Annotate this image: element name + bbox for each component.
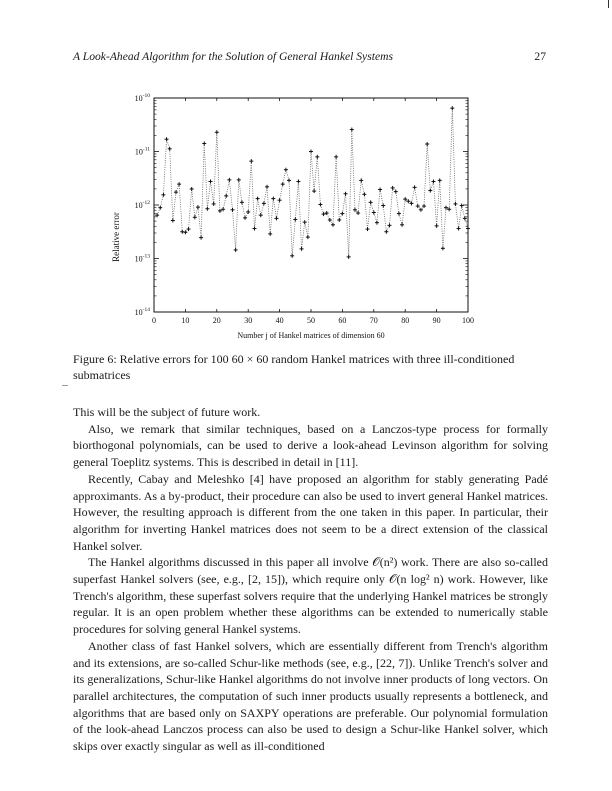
paragraph: Also, we remark that similar techniques, based on a Lanczos-type process for formally biorthogonal polynomials, can be used to derive a look-ahead Levinson algorithm for solving general Toeplitz systems. This is described in detail in [11].	[73, 421, 548, 470]
svg-text:10-14: $10^{-14}$	[134, 307, 150, 317]
margin-mark	[62, 385, 68, 386]
chart-tick-labels	[135, 93, 474, 325]
body-text	[73, 404, 548, 755]
paragraph: The Hankel algorithms discussed in this paper all involve 𝒪(n²) work. There are also so-called superfast Hankel solvers (see, e.g., [2, 15]), which require only 𝒪(n log² n) work. However, like Trench's algorithm, these superfast solvers require that the underlying Hankel matrices be strongly regular. It is an open problem whether these algorithms can be extended to numerically stable procedures for solving general Hankel systems.	[73, 555, 548, 637]
paragraph: Another class of fast Hankel solvers, which are essentially different from Trench's algorithm and its extensions, are so-called Schur-like methods (see, e.g., [22, 7]). Unlike Trench's solver and its generalizations, Schur-like Hankel algorithms do not involve inner products of long vectors. On parallel architectures, the computation of such inner products usually represents a bottleneck, and algorithms that are based only on SAXPY operations are preferable. Our polynomial formulation of the look-ahead Lanczos process can also be used to design a Schur-like Hankel solver, which skips over exactly singular as well as ill-conditioned	[73, 638, 548, 754]
relative-error-chart	[100, 85, 500, 355]
svg-text:0: 0	[152, 316, 156, 325]
svg-text:10-10: $10^{-10}$	[134, 93, 150, 103]
chart-ticks	[154, 98, 468, 312]
y-axis-label: Relative error	[111, 212, 121, 262]
page-number: 27	[534, 50, 546, 63]
svg-text:80: 80	[401, 316, 410, 325]
svg-text:100: 100	[462, 316, 474, 325]
svg-text:60: 60	[338, 316, 347, 325]
paragraph: This will be the subject of future work.	[73, 405, 261, 419]
svg-text:10-12: $10^{-12}$	[134, 200, 150, 210]
chart-axes	[154, 98, 468, 312]
x-axis-label: Number j of Hankel matrices of dimension 60	[237, 331, 385, 340]
svg-text:50: 50	[307, 316, 315, 325]
svg-text:20: 20	[212, 316, 221, 325]
page-corner-mark	[608, 0, 609, 8]
figure-caption: Figure 6: Relative errors for 100 60 × 60 random Hankel matrices with three ill-conditioned submatrices	[73, 352, 515, 382]
svg-text:90: 90	[432, 316, 441, 325]
svg-text:70: 70	[369, 316, 378, 325]
svg-text:10-13: $10^{-13}$	[134, 253, 150, 264]
svg-text:40: 40	[275, 316, 284, 325]
running-title: A Look-Ahead Algorithm for the Solution of General Hankel Systems	[73, 50, 393, 63]
svg-text:10-11: $10^{-11}$	[134, 146, 150, 157]
svg-text:10: 10	[181, 316, 190, 325]
svg-text:30: 30	[244, 316, 253, 325]
series-markers	[155, 106, 470, 259]
series-line	[157, 108, 468, 257]
paragraph: Recently, Cabay and Meleshko [4] have proposed an algorithm for stably generating Padé approximants. As a by-product, their procedure can also be used to invert general Hankel matrices. However, the resulting approach is different from the one taken in this paper. In particular, their algorithm for inverting Hankel matrices does not seem to be a direct extension of the classical Hankel solver.	[73, 471, 548, 553]
